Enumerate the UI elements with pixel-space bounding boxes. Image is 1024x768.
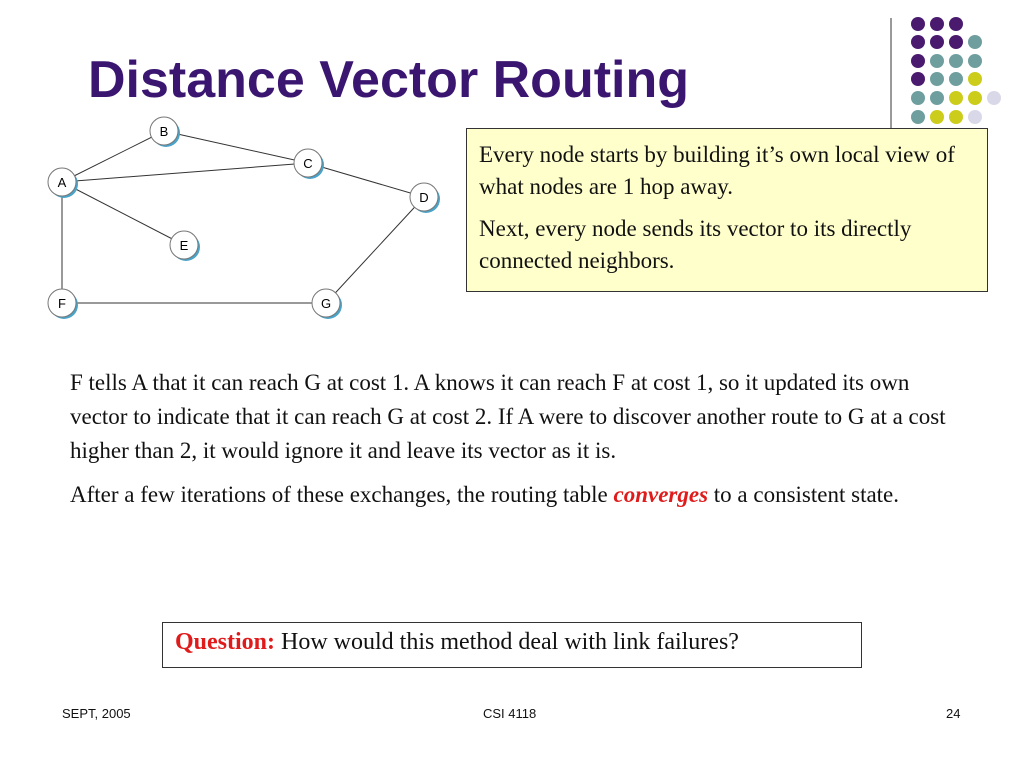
footer-page-number: 24 bbox=[946, 706, 961, 721]
node-label: A bbox=[57, 175, 67, 190]
node-label: F bbox=[58, 296, 66, 311]
deco-dot bbox=[968, 110, 982, 124]
deco-dot bbox=[911, 17, 925, 31]
deco-dot bbox=[930, 110, 944, 124]
deco-dot bbox=[968, 54, 982, 68]
question-text: How would this method deal with link failures? bbox=[281, 629, 739, 655]
node-label: G bbox=[320, 296, 332, 311]
edge-a-c bbox=[62, 163, 308, 182]
node-label: B bbox=[159, 124, 169, 139]
info-paragraph: Every node starts by building it’s own local view of what nodes are 1 hop away. bbox=[479, 142, 955, 199]
deco-dot bbox=[949, 91, 963, 105]
deco-dot bbox=[949, 72, 963, 86]
body-text-segment: to a consistent state. bbox=[713, 482, 900, 507]
deco-dot bbox=[968, 35, 982, 49]
emphasized-term: converges bbox=[613, 482, 709, 507]
deco-dot bbox=[987, 91, 1001, 105]
body-paragraph bbox=[70, 478, 950, 512]
deco-dot bbox=[930, 72, 944, 86]
body-text-segment: After a few iterations of these exchanges, the routing table bbox=[70, 482, 608, 507]
body-paragraph: F tells A that it can reach G at cost 1. A knows it can reach F at cost 1, so it updated its own vector to indicate that it can reach G at cost 2. If A were to discover another route to G at a cost higher than 2, it would ignore it and leave its vector as it is. bbox=[70, 370, 946, 463]
slide-title: Distance Vector Routing bbox=[88, 51, 689, 109]
edge-d-g bbox=[326, 197, 424, 303]
deco-dot bbox=[949, 17, 963, 31]
deco-dot bbox=[911, 72, 925, 86]
footer-course: CSI 4118 bbox=[483, 706, 537, 721]
info-callout-box bbox=[466, 128, 988, 292]
body-text bbox=[70, 366, 950, 522]
network-graph bbox=[0, 0, 460, 340]
deco-dot bbox=[930, 17, 944, 31]
deco-dot bbox=[968, 72, 982, 86]
node-label: C bbox=[303, 156, 313, 171]
node-f bbox=[48, 289, 78, 319]
graph-edges bbox=[62, 131, 424, 303]
node-a bbox=[48, 168, 78, 198]
deco-dot bbox=[930, 91, 944, 105]
node-g bbox=[312, 289, 342, 319]
deco-dot bbox=[930, 54, 944, 68]
edge-a-b bbox=[62, 131, 164, 182]
edge-b-c bbox=[164, 131, 308, 163]
deco-dot bbox=[911, 91, 925, 105]
deco-dot bbox=[911, 35, 925, 49]
question-label: Question: bbox=[175, 629, 276, 655]
node-e bbox=[170, 231, 200, 261]
deco-dot bbox=[911, 110, 925, 124]
deco-dot bbox=[949, 110, 963, 124]
node-c bbox=[294, 149, 324, 179]
deco-dot bbox=[949, 54, 963, 68]
deco-dot bbox=[911, 54, 925, 68]
edge-c-d bbox=[308, 163, 424, 197]
deco-dot bbox=[930, 35, 944, 49]
node-d bbox=[410, 183, 440, 213]
deco-dot bbox=[949, 35, 963, 49]
node-label: D bbox=[419, 190, 429, 205]
footer-date: SEPT, 2005 bbox=[62, 706, 131, 721]
question-box bbox=[162, 622, 862, 668]
edge-a-e bbox=[62, 182, 184, 245]
info-paragraph: Next, every node sends its vector to its directly connected neighbors. bbox=[479, 216, 912, 273]
node-label: E bbox=[179, 238, 189, 253]
deco-dot bbox=[968, 91, 982, 105]
node-b bbox=[150, 117, 180, 147]
